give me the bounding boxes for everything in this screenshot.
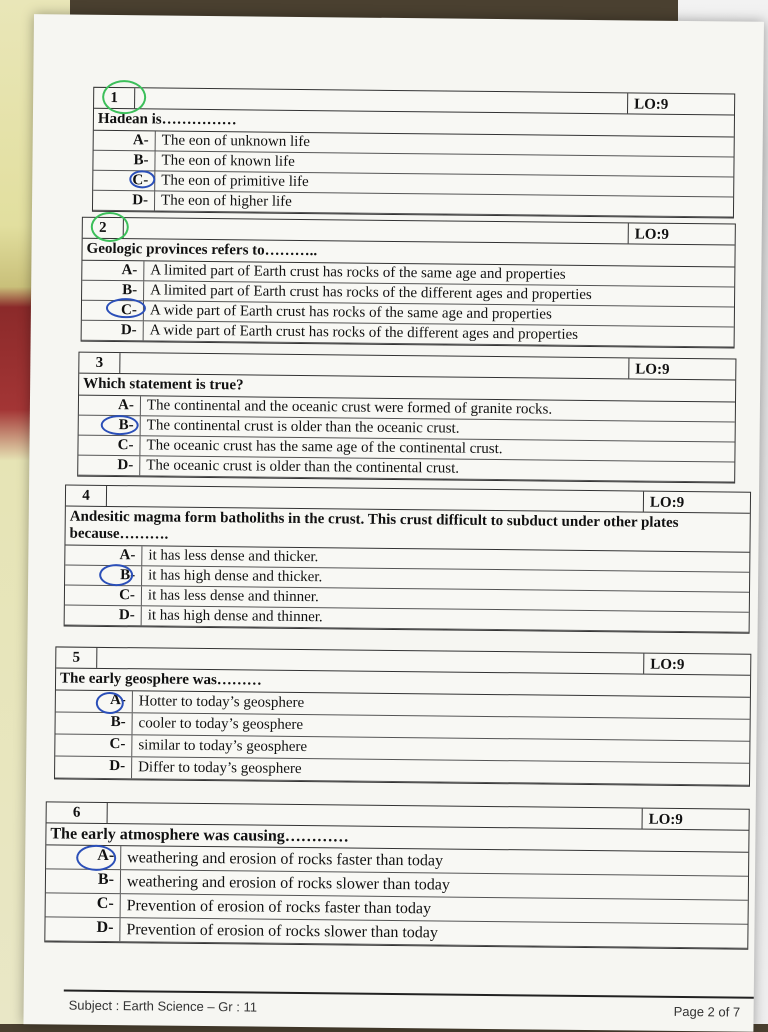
answer-mark-circle [102, 80, 146, 114]
question-stem: Which statement is true? [79, 374, 735, 403]
question-stem: The early geosphere was……… [56, 668, 750, 697]
option-text: it has less dense and thinner. [147, 587, 319, 606]
option-text: similar to today’s geosphere [138, 737, 308, 756]
option-label: A- [46, 845, 121, 869]
option-text: A wide part of Earth crust has rocks of the same age and properties [149, 302, 552, 323]
option-text: The eon of known life [161, 152, 295, 170]
question-6 [44, 801, 749, 949]
option-label: C- [55, 734, 132, 756]
option-text: The eon of unknown life [161, 132, 311, 151]
option-text: The oceanic crust has the same age of the continental crust. [146, 437, 503, 458]
footer-rule [64, 990, 754, 999]
option-text: Hotter to today’s geosphere [138, 693, 305, 712]
learning-outcome: LO:9 [627, 93, 734, 114]
learning-outcome: LO:9 [643, 654, 750, 675]
option-label: D- [45, 917, 120, 941]
option-text: A limited part of Earth crust has rocks of the different ages and properties [150, 282, 592, 304]
option-label: A- [94, 131, 156, 151]
answer-mark-circle [96, 692, 124, 714]
learning-outcome: LO:9 [643, 492, 750, 513]
question-number: 6 [47, 802, 108, 823]
option-text: A limited part of Earth crust has rocks of the same age and properties [150, 262, 566, 283]
learning-outcome: LO:9 [628, 223, 735, 244]
option-label: C- [78, 436, 140, 456]
option-label: B- [93, 151, 155, 171]
answer-mark-circle [91, 212, 129, 242]
option-text: weathering and erosion of rocks slower than today [126, 872, 451, 894]
option-label: A- [65, 546, 142, 566]
option-text: The oceanic crust is older than the continental crust. [146, 457, 460, 477]
option-label: B- [82, 281, 144, 301]
option-label: B- [55, 712, 132, 734]
option-text: it has less dense and thicker. [148, 547, 319, 566]
answer-mark-circle [129, 170, 155, 188]
option-label: C- [82, 301, 144, 321]
question-number: 4 [66, 486, 107, 506]
option-text: The continental and the oceanic crust were formed of granite rocks. [146, 397, 553, 418]
option-text: it has high dense and thicker. [148, 567, 323, 586]
question-number: 3 [79, 353, 120, 373]
option-label: A- [82, 261, 144, 281]
answer-mark-circle [106, 298, 146, 318]
question-number: 2 [83, 218, 124, 238]
option-label: C- [46, 893, 121, 917]
option-label: C- [93, 171, 155, 191]
footer-subject: Subject : Earth Science – Gr : 11 [68, 997, 258, 1015]
learning-outcome: LO:9 [628, 358, 735, 379]
option-text: Prevention of erosion of rocks faster than today [126, 896, 432, 917]
question-5 [54, 646, 751, 786]
question-2 [81, 217, 736, 349]
option-text: The eon of primitive life [161, 172, 309, 191]
question-number: 1 [94, 88, 135, 108]
option-label: A- [56, 690, 133, 712]
option-label: D- [93, 191, 155, 211]
option-text: it has high dense and thinner. [147, 607, 323, 626]
answer-mark-circle [101, 415, 139, 435]
option-label: D- [78, 456, 140, 476]
option-text: The continental crust is older than the oceanic crust. [146, 417, 460, 437]
question-stem: The early atmosphere was causing………… [46, 823, 748, 852]
option-text: Differ to today’s geosphere [138, 759, 302, 778]
option-label: B- [46, 869, 121, 893]
option-label: D- [82, 321, 144, 341]
option-label: B- [79, 416, 141, 436]
question-stem: Andesitic magma form batholiths in the crust. This crust difficult to subduct under other plates because………. [65, 507, 749, 553]
option-label: C- [65, 586, 142, 606]
option-text: A wide part of Earth crust has rocks of the different ages and properties [149, 322, 579, 343]
option-text: Prevention of erosion of rocks slower than today [126, 920, 438, 941]
footer-page-number: Page 2 of 7 [673, 1003, 741, 1020]
option-label: B- [65, 566, 142, 586]
question-stem: Geologic provinces refers to……….. [82, 239, 734, 268]
question-1 [92, 87, 735, 219]
option-label: A- [79, 396, 141, 416]
answer-mark-circle [76, 845, 116, 871]
option-label: D- [65, 606, 142, 626]
option-label: D- [55, 756, 132, 778]
exam-page [23, 14, 764, 1032]
option-text: The eon of higher life [160, 192, 292, 210]
learning-outcome: LO:9 [642, 809, 749, 830]
option-text: weathering and erosion of rocks faster than today [127, 848, 444, 870]
question-3 [77, 352, 736, 484]
question-stem: Hadean is…………… [94, 109, 734, 138]
option-text: cooler to today’s geosphere [138, 715, 304, 734]
question-number: 5 [56, 647, 97, 667]
question-4 [64, 485, 751, 634]
answer-mark-circle [99, 564, 133, 586]
